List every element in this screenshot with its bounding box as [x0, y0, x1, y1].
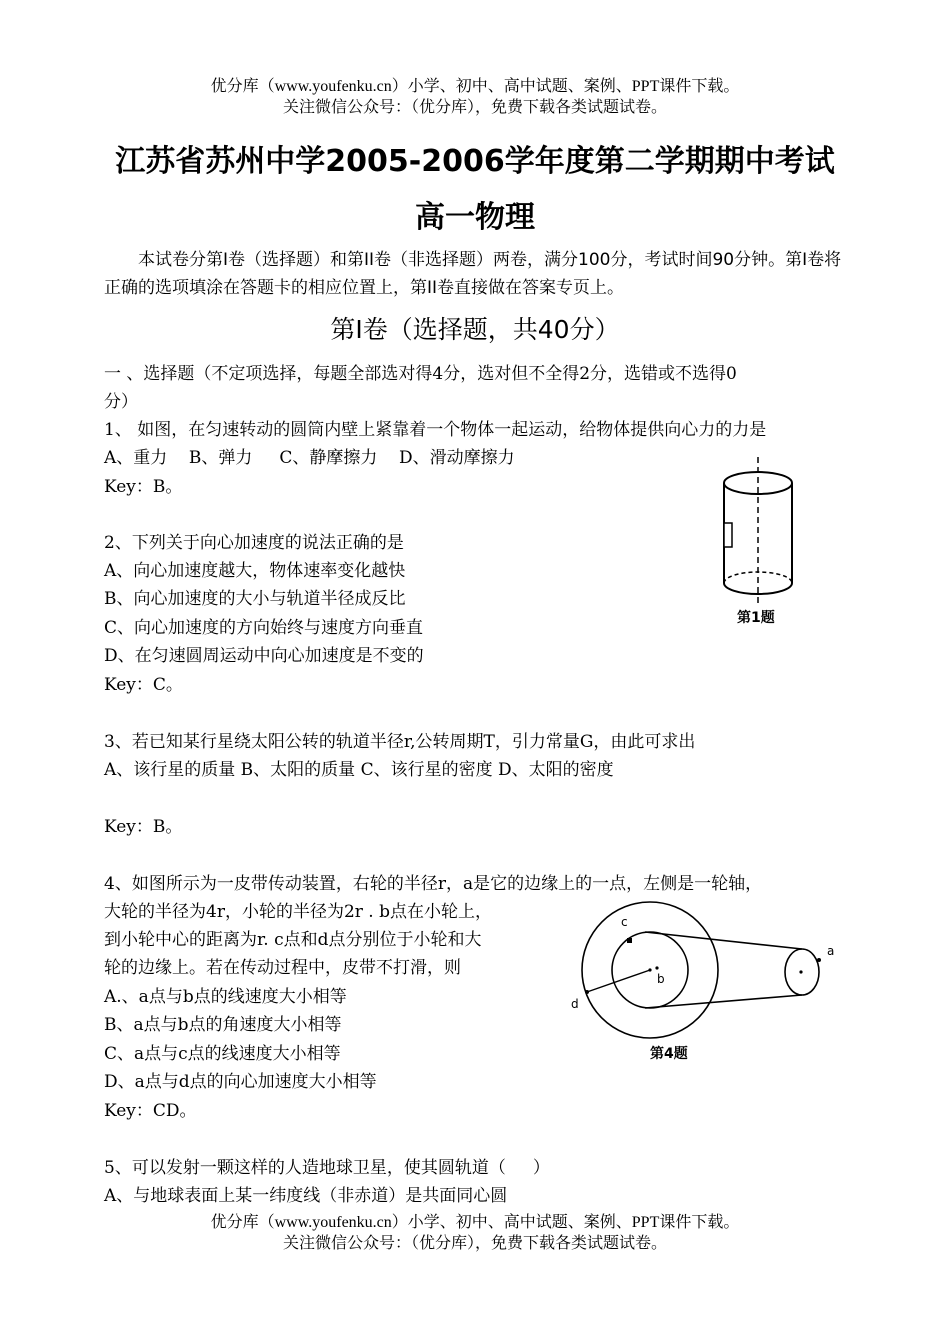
page-header-line-2: 关注微信公众号：（优分库），免费下载各类试题试卷。: [282, 99, 667, 116]
q3-options: A、该行星的质量 B、太阳的质量 C、该行星的密度 D、太阳的密度: [104, 760, 614, 780]
q1-options: A、重力 B、弹力 C、静摩擦力 D、滑动摩擦力: [104, 448, 515, 468]
q4-stem-line-4: 轮的边缘上。若在传动过程中，皮带不打滑，则: [104, 958, 461, 978]
q4-stem-line-1: 4、如图所示为一皮带传动装置，右轮的半径r，a是它的边缘上的一点，左侧是一轮轴，: [104, 874, 763, 894]
q2-option-b: B、向心加速度的大小与轨道半径成反比: [104, 589, 406, 609]
point-b-label: b: [657, 972, 665, 986]
q4-figure-label: 第4题: [650, 1046, 688, 1062]
q5-stem: 5、可以发射一颗这样的人造地球卫星，使其圆轨道（ ）: [104, 1158, 550, 1178]
q2-option-c: C、向心加速度的方向始终与速度方向垂直: [104, 618, 424, 638]
q4-option-d: D、a点与d点的向心加速度大小相等: [104, 1072, 377, 1092]
q4-figure: [565, 900, 845, 1070]
q3-stem: 3、若已知某行星绕太阳公转的轨道半径r,公转周期T，引力常量G，由此可求出: [104, 732, 696, 752]
q1-figure: [710, 455, 810, 635]
q2-option-a: A、向心加速度越大，物体速率变化越快: [104, 561, 406, 581]
instructions-line-2: 分）: [104, 392, 138, 412]
point-a-label: a: [827, 944, 835, 958]
exam-subtitle: 高一物理: [415, 200, 535, 235]
instructions-line-1: 一 、选择题（不定项选择，每题全部选对得4分，选对但不全得2分，选错或不选得0: [104, 364, 737, 384]
q4-stem-line-3: 到小轮中心的距离为r. c点和d点分别位于小轮和大: [104, 930, 482, 950]
q2-key: Key：C。: [104, 675, 183, 695]
q4-stem-line-2: 大轮的半径为4r，小轮的半径为2r . b点在小轮上，: [104, 902, 492, 922]
exam-intro: 本试卷分第I卷（选择题）和第II卷（非选择题）两卷，满分100分，考试时间90分钟。第I卷将正确的选项填涂在答题卡的相应位置上，第II卷直接做在答案专页上。: [104, 250, 842, 298]
q1-key: Key：B。: [104, 477, 183, 497]
section-title: 第I卷（选择题，共40分）: [330, 315, 620, 344]
q3-key: Key：B。: [104, 817, 183, 837]
page-header-line-1: 优分库（www.youfenku.cn）小学、初中、高中试题、案例、PPT课件下载。: [210, 78, 740, 95]
q1-figure-label: 第1题: [737, 610, 775, 626]
page-footer-line-2: 关注微信公众号：（优分库），免费下载各类试题试卷。: [282, 1235, 667, 1252]
q4-option-c: C、a点与c点的线速度大小相等: [104, 1044, 341, 1064]
belt-drive-diagram: [565, 900, 845, 1070]
q1-stem: 1、 如图，在匀速转动的圆筒内壁上紧靠着一个物体一起运动，给物体提供向心力的力是: [104, 420, 767, 440]
point-d-label: d: [571, 997, 579, 1011]
q4-option-b: B、a点与b点的角速度大小相等: [104, 1015, 342, 1035]
page-footer-line-1: 优分库（www.youfenku.cn）小学、初中、高中试题、案例、PPT课件下载。: [210, 1214, 740, 1231]
q4-key: Key：CD。: [104, 1101, 197, 1121]
q5-option-a: A、与地球表面上某一纬度线（非赤道）是共面同心圆: [104, 1186, 508, 1206]
q4-option-a: A.、a点与b点的线速度大小相等: [104, 987, 347, 1007]
q2-option-d: D、在匀速圆周运动中向心加速度是不变的: [104, 646, 424, 666]
point-c-label: c: [621, 915, 628, 929]
q2-stem: 2、下列关于向心加速度的说法正确的是: [104, 533, 404, 553]
exam-title: 江苏省苏州中学2005-2006学年度第二学期期中考试: [115, 144, 835, 179]
